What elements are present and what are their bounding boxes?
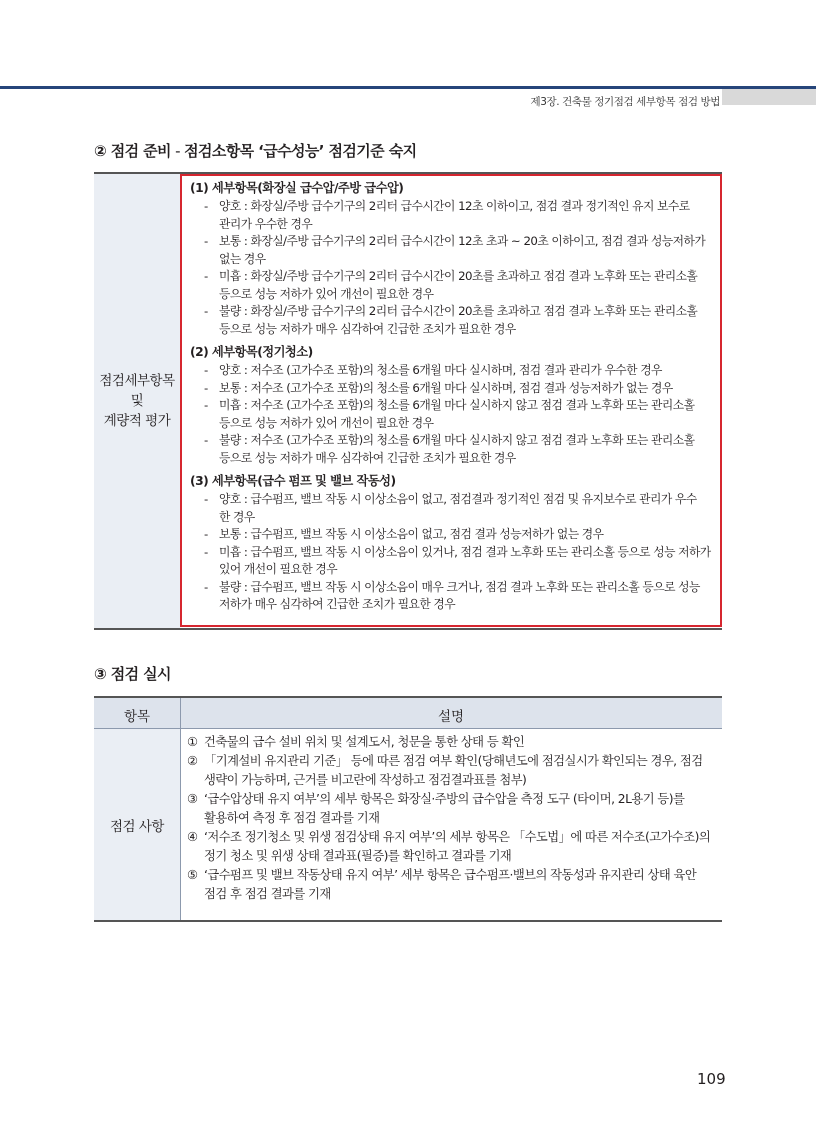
section-2-title <box>94 140 416 161</box>
criteria-item-line2: 등으로 성능 저하가 매우 심각하여 긴급한 조치가 필요한 경우 <box>219 321 516 336</box>
criteria-item-line1: - 미흡 : 급수펌프, 밸브 작동 시 이상소음이 있거나, 점검 결과 노후화 또는 관리소홀 등으로 성능 저하가 <box>219 544 711 559</box>
criteria-item <box>190 233 720 268</box>
criteria-item-line1: - 보통 : 저수조 (고가수조 포함)의 청소를 6개월 마다 실시하며, 점검 결과 성능저하가 없는 경우 <box>219 380 673 395</box>
step-line2: 점검 후 점검 결과를 기재 <box>204 887 331 901</box>
criteria-item <box>190 268 720 303</box>
step-line1: 「기계설비 유지관리 기준」 등에 따른 점검 여부 확인(당해년도에 점검실시가 확인되는 경우, 점검 <box>204 754 703 768</box>
procedure-table-header <box>94 698 722 729</box>
criteria-item-line2: 관리가 우수한 경우 <box>219 216 313 231</box>
criteria-item-line1: - 불량 : 화장실/주방 급수기구의 2리터 급수시간이 20초를 초과하고 점검 결과 노후화 또는 관리소홀 <box>219 304 698 318</box>
criteria-item <box>190 544 720 579</box>
procedure-step <box>187 866 720 904</box>
criteria-item-line1: - 미흡 : 화장실/주방 급수기구의 2리터 급수시간이 20초를 초과하고 점검 결과 노후화 또는 관리소홀 <box>219 269 698 283</box>
criteria-group <box>190 180 720 338</box>
criteria-label-line2: 및 <box>130 393 144 409</box>
criteria-label-line1: 점검세부항목 <box>99 373 175 389</box>
criteria-table-label-cell <box>94 174 180 628</box>
criteria-item-line1: - 양호 : 화장실/주방 급수기구의 2리터 급수시간이 12초 이하이고, 점검 결과 정기적인 유지 보수로 <box>219 199 690 213</box>
step-line1: 건축물의 급수 설비 위치 및 설계도서, 청문을 통한 상태 등 확인 <box>204 735 525 749</box>
criteria-item-line2: 없는 경우 <box>219 251 266 266</box>
step-line2: 활용하여 측정 후 점검 결과를 기재 <box>204 811 380 825</box>
step-line2: 생략이 가능하며, 근거를 비고란에 작성하고 점검결과표를 첨부) <box>204 773 527 787</box>
chapter-header: 제3장. 건축물 정기점검 세부항목 점검 방법 <box>530 96 720 108</box>
step-line2: 정기 청소 및 위생 상태 결과표(필증)를 확인하고 결과를 기재 <box>204 849 512 863</box>
step-line1: ‘저수조 정기청소 및 위생 점검상태 유지 여부’의 세부 항목은 「수도법」에 따른 저수조(고가수조)의 <box>204 830 711 844</box>
procedure-step <box>187 790 720 828</box>
criteria-item-line2: 등으로 성능 저하가 매우 심각하여 긴급한 조치가 필요한 경우 <box>219 450 516 465</box>
step-line1: ‘급수펌프 및 밸브 작동상태 유지 여부’ 세부 항목은 급수펌프·밸브의 작동성과 유지관리 상태 육안 <box>204 868 697 882</box>
criteria-item-line2: 한 경우 <box>219 509 255 524</box>
procedure-table-bottom-rule <box>94 920 722 922</box>
criteria-item <box>190 397 720 432</box>
criteria-item-line2: 저하가 매우 심각하여 긴급한 조치가 필요한 경우 <box>219 597 456 611</box>
criteria-item <box>190 198 720 233</box>
section-2-title-part1: ② 점검 준비 <box>94 142 171 160</box>
criteria-item-line1: - 불량 : 급수펌프, 밸브 작동 시 이상소음이 매우 크거나, 점검 결과 노후화 또는 관리소홀 등으로 성능 <box>219 579 700 594</box>
criteria-group-title: (3) 세부항목(급수 펌프 및 밸브 작동성) <box>190 474 396 488</box>
step-number: ⑤ <box>187 868 198 882</box>
criteria-item <box>190 491 720 526</box>
page-number: 109 <box>697 1070 726 1088</box>
section-2-title-part2: 점검소항목 ‘급수성능’ 점검기준 숙지 <box>184 142 417 160</box>
procedure-step <box>187 752 720 790</box>
criteria-item-line2: 등으로 성능 저하가 있어 개선이 필요한 경우 <box>219 415 434 430</box>
criteria-item <box>190 526 720 544</box>
criteria-label-line3: 계량적 평가 <box>103 413 171 429</box>
criteria-group <box>190 473 720 614</box>
criteria-item-line1: - 양호 : 저수조 (고가수조 포함)의 청소를 6개월 마다 실시하며, 점검 결과 관리가 우수한 경우 <box>219 363 662 377</box>
column-header-description: 설명 <box>437 709 465 725</box>
criteria-item <box>190 362 720 380</box>
criteria-group-title: (2) 세부항목(정기청소) <box>190 345 313 359</box>
step-number: ② <box>187 754 198 768</box>
criteria-item <box>190 380 720 398</box>
header-rule <box>0 86 816 89</box>
criteria-item-line1: - 불량 : 저수조 (고가수조 포함)의 청소를 6개월 마다 실시하지 않고 점검 결과 노후화 또는 관리소홀 <box>219 433 695 447</box>
criteria-item-line1: - 미흡 : 저수조 (고가수조 포함)의 청소를 6개월 마다 실시하지 않고 점검 결과 노후화 또는 관리소홀 <box>219 398 695 412</box>
procedure-steps <box>187 733 720 904</box>
section-2-title-dash: - <box>170 142 185 160</box>
header-tab <box>722 89 816 105</box>
criteria-item-line1: - 보통 : 급수펌프, 밸브 작동 시 이상소음이 없고, 점검 결과 성능저하가 없는 경우 <box>219 527 604 541</box>
criteria-content <box>190 180 720 620</box>
column-header-item: 항목 <box>123 709 151 725</box>
section-3-title: ③ 점검 실시 <box>94 665 171 683</box>
procedure-step <box>187 828 720 866</box>
procedure-table-divider <box>180 729 181 920</box>
criteria-item <box>190 579 720 614</box>
criteria-item-line2: 등으로 성능 저하가 있어 개선이 필요한 경우 <box>219 286 434 301</box>
criteria-item-line2: 있어 개선이 필요한 경우 <box>219 562 338 576</box>
criteria-item-line1: - 보통 : 화장실/주방 급수기구의 2리터 급수시간이 12초 초과 ~ 20초 이하이고, 점검 결과 성능저하가 <box>219 234 706 248</box>
criteria-group-title: (1) 세부항목(화장실 급수압/주방 급수압) <box>190 181 404 195</box>
procedure-row-label: 점검 사항 <box>94 729 180 920</box>
criteria-item <box>190 432 720 467</box>
procedure-step <box>187 733 720 752</box>
step-number: ① <box>187 735 198 749</box>
criteria-item-line1: - 양호 : 급수펌프, 밸브 작동 시 이상소음이 없고, 점검결과 정기적인 점검 및 유지보수로 관리가 우수 <box>219 492 697 506</box>
criteria-table-bottom-rule <box>94 628 722 630</box>
criteria-group <box>190 344 720 467</box>
criteria-item <box>190 303 720 338</box>
step-line1: ‘급수압상태 유지 여부’의 세부 항목은 화장실·주방의 급수압을 측정 도구 (타이머, 2L용기 등)를 <box>204 792 685 806</box>
step-number: ③ <box>187 792 198 806</box>
step-number: ④ <box>187 830 198 844</box>
